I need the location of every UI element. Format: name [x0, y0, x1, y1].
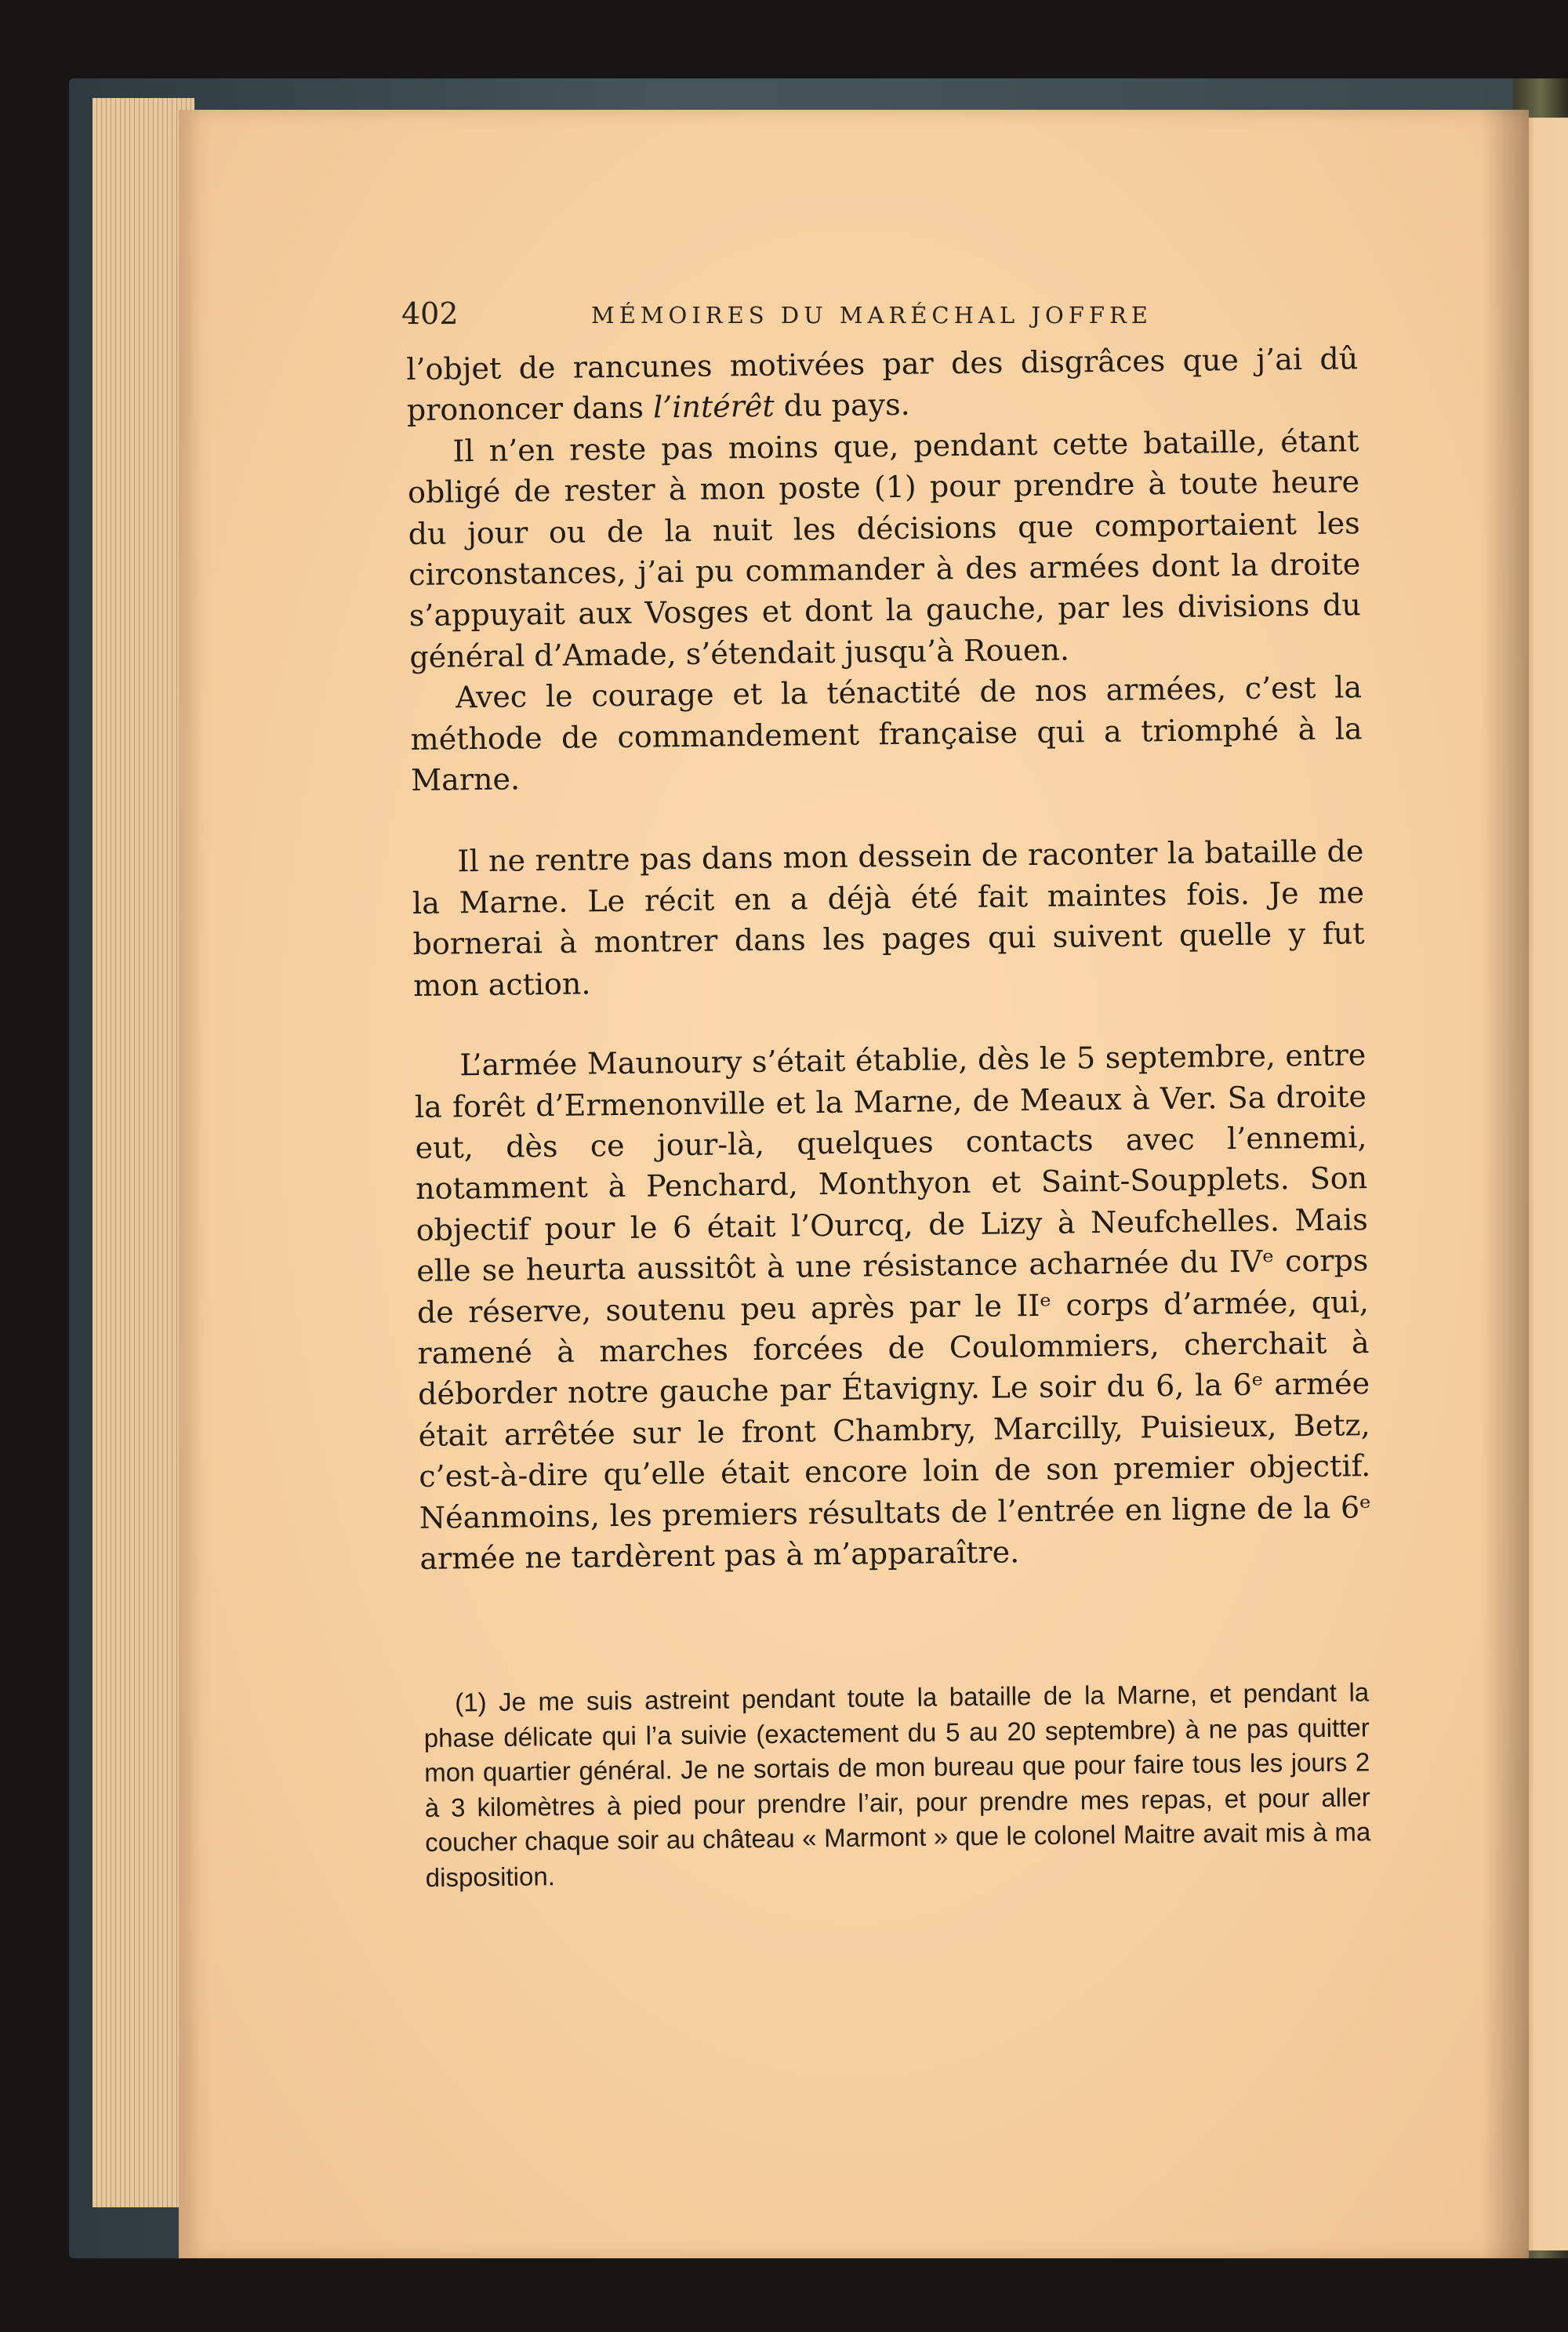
page-number: 402 — [401, 296, 459, 331]
header-title: MÉMOIRES DU MARÉCHAL JOFFRE — [591, 302, 1152, 329]
paragraph-3: Avec le courage et la ténactité de nos armées, c’est la méthode de commandement française qui a triomphé à la Marne. — [410, 670, 1363, 798]
paragraph-4: Il ne rentre pas dans mon dessein de raconter la bataille de la Marne. Le récit en a déjà été fait maintes fois. Je me bornerai à montrer dans les pages qui suivent quelle y fut mon action. — [412, 834, 1365, 1003]
paragraph-5: L’armée Maunoury s’était établie, dès le 5 septembre, entre la forêt d’Ermenonville et la Marne, de Meaux à Ver. Sa droite eut, dès ce jour-là, quelques contacts avec l’ennemi, notamment à Penchard, Monthyon et Saint-Soupplets. Son objectif pour le 6 était l’Ourcq, de Lizy à Neufchelles. Mais elle se heurta aussitôt à une résistance acharnée du IVᵉ corps de réserve, soutenu peu après par le IIᵉ corps d’armée, qui, ramené à marches forcées de Coulommiers, cherchait à déborder notre gauche par Étavigny. Le soir du 6, la 6ᵉ armée était arrêtée sur le front Chambry, Marcilly, Puisieux, Betz, c’est-à-dire qu’elle était encore loin de son premier objectif. Néanmoins, les premiers résultats de l’entrée en ligne de la 6ᵉ armée ne tardèrent pas à m’apparaître. — [414, 1037, 1372, 1576]
footnote-text: (1) Je me suis astreint pendant toute la bataille de la Marne, et pendant la phase délicate qui l’a suivie (exactement du 5 au 20 septembre) à ne pas quitter mon quartier général. Je ne sortais de mon bureau que pour faire tous les jours 2 à 3 kilomètres à pied pour prendre l’air, pour prendre mes repas, et pour aller coucher chaque soir au château « Marmont » que le colonel Maitre avait mis à ma disposition. — [423, 1677, 1371, 1892]
gutter-shadow — [1482, 110, 1529, 2258]
paragraph-1 — [406, 338, 1359, 431]
emphasis-interet: l’intérêt — [652, 389, 775, 425]
footnote — [423, 1675, 1371, 1895]
paragraph-1-after: du pays. — [774, 387, 910, 424]
paragraph-2: Il n’en reste pas moins que, pendant cette bataille, étant obligé de rester à mon poste (1) pour prendre à toute heure du jour ou de la nuit les décisions que comportaient les circonstances, j’ai pu commander à des armées dont la droite s’appuyait aux Vosges et dont la gauche, par les divisions du général d’Amade, s’étendait jusqu’à Rouen. — [407, 423, 1362, 674]
paragraph-1-before: l’objet de rancunes motivées par des disgrâces que j’ai dû prononcer dans — [406, 341, 1359, 428]
body-text — [406, 338, 1372, 1579]
running-head — [401, 296, 1223, 343]
